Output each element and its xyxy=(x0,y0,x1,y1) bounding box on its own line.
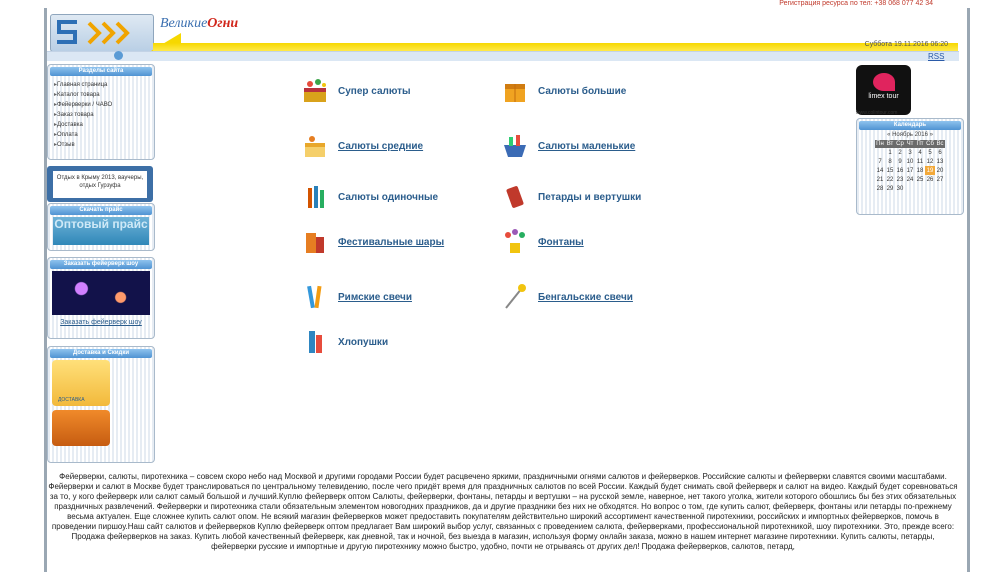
calendar-day xyxy=(905,184,915,193)
price-banner[interactable]: Оптовый прайс xyxy=(53,217,149,245)
calendar-weekday: Пн xyxy=(876,141,884,147)
calendar-day[interactable]: 23 xyxy=(896,176,904,183)
calendar-weekday: Ср xyxy=(896,141,904,147)
calendar-day[interactable]: 16 xyxy=(896,167,904,174)
ad-banner-text: Отдых в Крыму 2013, ваучеры, отдых Гурзуфа xyxy=(53,171,147,198)
header-blue-strip xyxy=(47,51,959,61)
product-categories xyxy=(296,70,736,380)
super-fireworks-icon xyxy=(300,76,330,106)
site-brand[interactable] xyxy=(160,16,238,32)
discount-image[interactable] xyxy=(52,410,110,446)
menu-item-delivery[interactable]: ▸ Доставка xyxy=(54,120,154,130)
download-title: Скачать прайс xyxy=(50,206,152,215)
calendar-day[interactable]: 13 xyxy=(936,158,944,165)
calendar-day[interactable]: 26 xyxy=(926,176,934,183)
menu-item-payment[interactable]: ▸ Оплата xyxy=(54,130,154,140)
calendar-weekday: Пт xyxy=(916,141,924,147)
calendar-day[interactable]: 2 xyxy=(898,149,902,156)
rss-link[interactable]: RSS xyxy=(928,52,945,61)
category-firecrackers-link[interactable]: Петарды и вертушки xyxy=(538,191,642,203)
calendar-day[interactable]: 21 xyxy=(876,176,884,183)
category-fountains[interactable] xyxy=(500,227,584,257)
fountains-icon xyxy=(500,227,530,257)
seo-paragraph-1: Фейерверки, салюты, пиротехника – совсем скоро небо над Москвой и другими городами России будет расцвечено яркими, праздничными огнями салютов и фейерверков. Российские салюты и фейерверки славятся своими масштабами. Фейерверки и салют в Москве будет транслироваться по центральному телевидению, после чего придёт время для праздничных салютов по всей России. Каждый будет снимать свой фейерверк и салют на видео. Каждый будет соревноваться за то, у кого фейерверк или салют самый большой и лучший.Куплю фейерверк оптом Салюты, фейерверки, фонтаны, петарды и вертушки – на русской земле, наверное, нет такого уголка, жители которого обошлись бы без этих обязательных праздничных развлечений. Фейерверки и пиротехника стали обязательным элементом новогодних праздников, да и другие праздники без них не обходятся. Но вопрос о том, где купить салют, фейерверк, фонтаны или петарды по-прежнему весьма актуален. Еще сложнее купить салют опом. Не всякий магазин фейерверков может предоставить покупателям действительно широкий ассортимент качественной пиротехники, российских и импортных фейерверков, помочь в проведении пиршоу.Наш сайт салютов и фейерверков Куплю фейерверк оптом предлагает Вам широкий выбор услуг, связанных с проведением салюта, фейерверками, профессиональной пиротехникой, шоу пиротехники. Это, прежде всего: xyxy=(48,472,958,531)
calendar-day xyxy=(915,184,925,193)
category-large-link[interactable]: Салюты большие xyxy=(538,85,627,97)
sections-title: Разделы сайта xyxy=(50,67,152,76)
calendar-day[interactable]: 15 xyxy=(886,167,894,174)
calendar-weekday: Вт xyxy=(886,141,894,147)
calendar-week xyxy=(875,184,945,193)
download-block xyxy=(47,203,155,251)
category-sparklers[interactable] xyxy=(500,282,633,312)
small-fireworks-icon xyxy=(500,131,530,161)
ad-banner[interactable] xyxy=(47,166,153,202)
bird-logo-icon xyxy=(873,73,895,91)
category-small-link[interactable]: Салюты маленькие xyxy=(538,140,636,152)
category-fountains-link[interactable]: Фонтаны xyxy=(538,236,584,248)
calendar-day[interactable]: 6 xyxy=(938,149,942,156)
seo-text xyxy=(48,472,958,552)
festival-balls-icon xyxy=(300,227,330,257)
calendar-day[interactable]: 17 xyxy=(906,167,914,174)
sections-menu xyxy=(54,80,154,150)
promo-label: limex tour xyxy=(868,93,899,100)
menu-item-order[interactable]: ▸ Заказ товара xyxy=(54,110,154,120)
roman-candles-icon xyxy=(300,282,330,312)
sections-block xyxy=(47,64,155,160)
globe-icon xyxy=(114,51,123,60)
calendar-day[interactable]: 24 xyxy=(906,176,914,183)
calendar-weekday: Вс xyxy=(936,141,944,147)
order-show-title: Заказать фейерверк шоу xyxy=(50,260,152,269)
fireworks-image[interactable] xyxy=(52,271,150,315)
site-logo[interactable] xyxy=(50,14,154,52)
calendar-day[interactable]: 18 xyxy=(916,167,924,174)
category-medium-link[interactable]: Салюты средние xyxy=(338,140,424,152)
firecrackers-icon xyxy=(500,182,530,212)
calendar-day[interactable]: 3 xyxy=(908,149,912,156)
calendar-day[interactable]: 10 xyxy=(906,158,914,165)
category-large[interactable] xyxy=(500,76,626,106)
category-firecrackers[interactable] xyxy=(500,182,641,212)
calendar-week xyxy=(875,148,945,157)
brand-first-word: Великие xyxy=(160,16,208,31)
menu-item-home[interactable]: ▸ Главная страница xyxy=(54,80,154,90)
calendar-day[interactable]: 7 xyxy=(878,158,882,165)
category-small[interactable] xyxy=(500,131,635,161)
calendar-day[interactable]: 19 xyxy=(926,167,934,174)
category-super[interactable] xyxy=(300,76,411,106)
menu-item-catalog[interactable]: ▸ Каталог товара xyxy=(54,90,154,100)
category-crackers[interactable] xyxy=(300,327,388,357)
sparklers-icon xyxy=(500,282,530,312)
calendar-week xyxy=(875,175,945,184)
delivery-title: Доставка и Скидки xyxy=(50,349,152,358)
menu-item-reviews[interactable]: ▸ Отзыв xyxy=(54,140,154,150)
calendar-day[interactable]: 1 xyxy=(888,149,892,156)
calendar-day xyxy=(875,148,885,157)
calendar-grid xyxy=(875,140,945,193)
calendar-day[interactable]: 28 xyxy=(876,185,884,192)
category-crackers-link[interactable]: Хлопушки xyxy=(338,336,389,348)
calendar-weekday: Чт xyxy=(906,141,914,147)
calendar-day[interactable]: 14 xyxy=(876,167,884,174)
header-date: Суббота 19.11.2016 06:20 xyxy=(864,41,948,48)
logo-arrows-icon xyxy=(51,15,153,51)
category-festival-balls[interactable] xyxy=(300,227,444,257)
seo-paragraph-2: Продажа фейерверков на заказ. Купить любой качественный фейерверк, как дневной, так и ночной, без выезда в магазин, используя форму онлайн заказа, можно в нашем интернет магазине пиротехники. Купить салюты, петарды, фейерверки русские и импортные и другую пиротехнику можно быстро, удобно, почти не отрываясь от других дел! Продажа фейерверков, салютов, петард, xyxy=(71,532,935,551)
calendar-day[interactable]: 8 xyxy=(888,158,892,165)
promo-banner[interactable] xyxy=(856,65,911,115)
calendar-weekday: Сб xyxy=(926,141,934,147)
calendar-day[interactable]: 22 xyxy=(886,176,894,183)
category-roman-candles-link[interactable]: Римские свечи xyxy=(338,291,412,303)
calendar-day[interactable]: 20 xyxy=(936,167,944,174)
delivery-truck-image[interactable] xyxy=(52,360,110,406)
delivery-block xyxy=(47,346,155,463)
party-crackers-icon xyxy=(300,327,330,357)
header-yellow-bar xyxy=(153,43,958,51)
calendar-day[interactable]: 29 xyxy=(886,185,894,192)
calendar-day xyxy=(935,184,945,193)
calendar-week xyxy=(875,157,945,166)
category-roman-candles[interactable] xyxy=(300,282,412,312)
category-sparklers-link[interactable]: Бенгальские свечи xyxy=(538,291,633,303)
header-contact-note: Регистрация ресурса по тел: +38 068 077 42 34 xyxy=(779,0,933,7)
site-header xyxy=(47,13,960,51)
category-single-link[interactable]: Салюты одиночные xyxy=(338,191,439,203)
single-shots-icon xyxy=(300,182,330,212)
category-festival-balls-link[interactable]: Фестивальные шары xyxy=(338,236,445,248)
calendar-block xyxy=(856,118,964,215)
order-show-link[interactable]: Заказать фейерверк шоу xyxy=(60,319,142,326)
brand-second-word: Огни xyxy=(207,16,239,31)
calendar-day[interactable]: 9 xyxy=(898,158,902,165)
category-super-link[interactable]: Супер салюты xyxy=(338,85,411,97)
calendar-week xyxy=(875,166,945,175)
delivery-label: ДОСТАВКА xyxy=(58,397,85,403)
order-show-block xyxy=(47,257,155,339)
calendar-day[interactable]: 4 xyxy=(918,149,922,156)
calendar-day[interactable]: 30 xyxy=(896,185,904,192)
calendar-day[interactable]: 11 xyxy=(916,158,924,165)
calendar-day[interactable]: 5 xyxy=(928,149,932,156)
calendar-day xyxy=(925,184,935,193)
large-fireworks-icon xyxy=(500,76,530,106)
category-single[interactable] xyxy=(300,182,438,212)
promo-url[interactable]: www.colintour.com xyxy=(856,110,898,116)
calendar-title: Календарь xyxy=(859,121,961,130)
category-medium[interactable] xyxy=(300,131,423,161)
menu-item-faq[interactable]: ▸ Фейерверки / ЧАВО xyxy=(54,100,154,110)
medium-fireworks-icon xyxy=(300,131,330,161)
calendar-day[interactable]: 25 xyxy=(916,176,924,183)
calendar-day[interactable]: 12 xyxy=(926,158,934,165)
calendar-month-nav[interactable]: « Ноябрь 2016 » xyxy=(887,132,933,138)
calendar-day[interactable]: 27 xyxy=(936,176,944,183)
